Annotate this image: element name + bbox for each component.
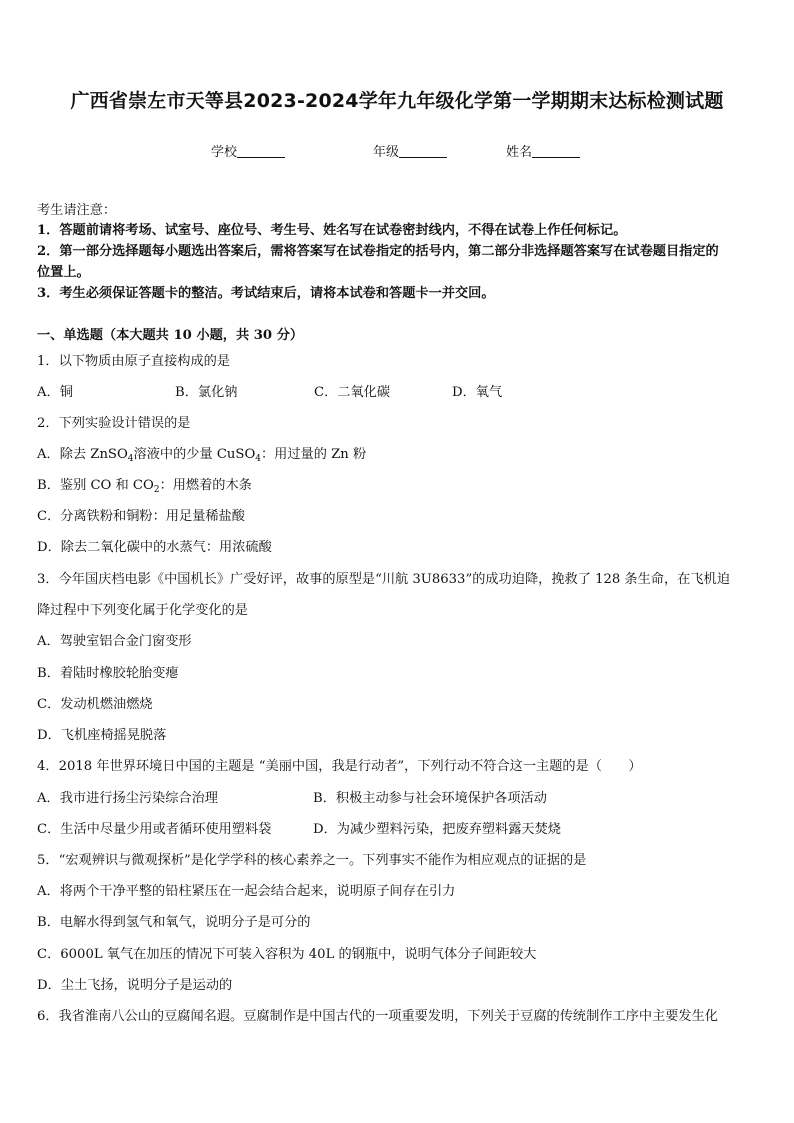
q5-option-a[interactable]: A．将两个干净平整的铅柱紧压在一起会结合起来，说明原子间存在引力 (37, 884, 456, 899)
student-info (0, 141, 794, 161)
q1-option-a[interactable]: A．铜 (37, 385, 73, 400)
notice-item-3: 3．考生必须保证答题卡的整洁。考试结束后，请将本试卷和答题卡一并交回。 (37, 286, 495, 301)
q5-stem: 5．“宏观辨识与微观探析”是化学学科的核心素养之一。下列事实不能作为相应观点的证据的是 (37, 853, 587, 868)
q6-stem: 6．我省淮南八公山的豆腐闻名遐。豆腐制作是中国古代的一项重要发明，下列关于豆腐的传统制作工序中主要发生化 (37, 1009, 718, 1024)
q4-stem: 4．2018 年世界环境日中国的主题是 “美丽中国，我是行动者”，下列行动不符合这一主题的是（ ） (37, 759, 642, 774)
q4-option-d[interactable]: D．为减少塑料污染，把废弃塑料露天焚烧 (313, 822, 561, 837)
q3-option-c[interactable]: C．发动机燃油燃烧 (37, 697, 153, 712)
q5-option-c[interactable]: C．6000L 氧气在加压的情况下可装入容积为 40L 的钢瓶中，说明气体分子间距较大 (37, 947, 537, 962)
q3-option-b[interactable]: B．着陆时橡胶轮胎变瘪 (37, 666, 179, 681)
q2-option-d[interactable]: D．除去二氧化碳中的水蒸气：用浓硫酸 (37, 540, 272, 555)
q3-option-d[interactable]: D．飞机座椅摇晃脱落 (37, 728, 167, 743)
school-label: 学校 (211, 145, 238, 160)
q4-option-b[interactable]: B．积极主动参与社会环境保护各项活动 (313, 791, 547, 806)
exam-title: 广西省崇左市天等县2023-2024学年九年级化学第一学期期末达标检测试题 (70, 90, 724, 112)
q1-option-d[interactable]: D．氧气 (452, 385, 503, 400)
q2-option-b[interactable] (37, 477, 762, 495)
q2-a-text-1: A．除去 ZnSO (37, 447, 128, 462)
q2-a-sub-2: 4 (255, 454, 261, 464)
q1-option-b[interactable]: B．氯化钠 (175, 385, 238, 400)
notice-item-2-cont: 位置上。 (37, 265, 90, 280)
name-field[interactable] (506, 141, 580, 160)
q5-option-b[interactable]: B．电解水得到氢气和氧气，说明分子是可分的 (37, 915, 311, 930)
q1-stem: 1．以下物质由原子直接构成的是 (37, 354, 231, 369)
notice-item-1: 1．答题前请将考场、试室号、座位号、考生号、姓名写在试卷密封线内，不得在试卷上作任何标记。 (37, 223, 627, 238)
q4-option-c[interactable]: C．生活中尽量少用或者循环使用塑料袋 (37, 822, 272, 837)
q2-a-sub-1: 4 (127, 454, 134, 464)
grade-field[interactable] (373, 141, 447, 160)
q2-option-a[interactable] (37, 446, 762, 464)
notice-item-2: 2．第一部分选择题每小题选出答案后，需将答案写在试卷指定的括号内，第二部分非选择题答案写在试卷题目指定的 (37, 244, 719, 259)
notice-heading: 考生请注意： (37, 203, 117, 218)
school-field[interactable] (211, 141, 285, 160)
school-blank[interactable] (237, 145, 285, 158)
name-label: 姓名 (506, 145, 533, 160)
grade-blank[interactable] (399, 145, 447, 158)
q2-a-text-3: ：用过量的 Zn 粉 (261, 447, 367, 462)
q5-option-d[interactable]: D．尘土飞扬，说明分子是运动的 (37, 978, 233, 993)
q1-option-c[interactable]: C．二氧化碳 (314, 385, 391, 400)
q3-stem-2: 降过程中下列变化属于化学变化的是 (37, 603, 248, 618)
q3-option-a[interactable]: A．驾驶室铝合金门窗变形 (37, 634, 192, 649)
q2-stem: 2．下列实验设计错误的是 (37, 416, 191, 431)
q2-option-c[interactable]: C．分离铁粉和铜粉：用足量稀盐酸 (37, 509, 245, 524)
section-heading: 一、单选题（本大题共 10 小题，共 30 分） (37, 328, 304, 343)
q2-b-sub-1: 2 (153, 485, 160, 495)
q2-a-text-2: 溶液中的少量 CuSO (133, 447, 256, 462)
grade-label: 年级 (373, 145, 400, 160)
q2-b-text-2: ：用燃着的木条 (159, 478, 252, 493)
q2-b-text-1: B．鉴别 CO 和 CO (37, 478, 154, 493)
name-blank[interactable] (532, 145, 580, 158)
q4-option-a[interactable]: A．我市进行扬尘污染综合治理 (37, 791, 218, 806)
q3-stem-1: 3．今年国庆档电影《中国机长》广受好评，故事的原型是“川航 3U8633”的成功迫降，挽救了 128 条生命，在飞机迫 (37, 572, 730, 587)
